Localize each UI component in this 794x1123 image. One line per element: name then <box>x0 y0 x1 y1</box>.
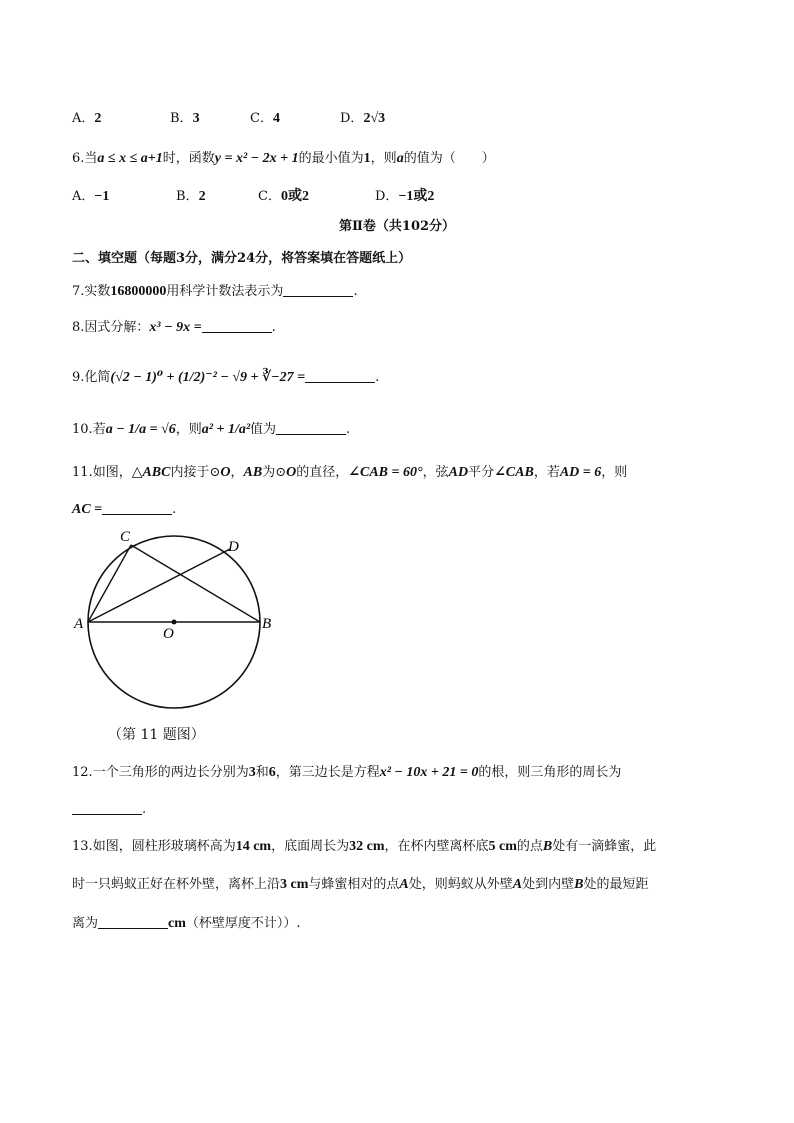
answer-blank[interactable] <box>283 282 353 297</box>
question-11: 11.如图，△ABC内接于⊙O，AB为⊙O的直径，∠CAB = 60°，弦AD平分∠CAB，若AD = 6，则 <box>72 465 628 480</box>
label-d: D <box>228 539 239 555</box>
answer-blank[interactable] <box>102 500 172 515</box>
answer-blank[interactable] <box>276 420 346 435</box>
chord-cb <box>131 545 260 622</box>
q6-option-b: B．2 <box>176 189 206 204</box>
answer-blank[interactable] <box>72 800 142 815</box>
question-11-cont: AC = . <box>72 502 177 517</box>
chord-ad <box>88 549 230 622</box>
q5-option-c: C．4 <box>250 111 280 126</box>
part2-title: 第Ⅱ卷（共102分） <box>338 219 456 234</box>
q5-option-a: A．2 <box>72 111 102 126</box>
answer-blank[interactable] <box>305 368 375 383</box>
q6-option-a: A．−1 <box>72 189 110 204</box>
question-9: 9.化简(√2 − 1)⁰ + (1/2)⁻² − √9 + ∛−27 = . <box>72 370 380 385</box>
label-a: A <box>74 616 84 632</box>
center-point <box>172 620 177 625</box>
figure-caption: （第 11 题图） <box>108 727 205 743</box>
question-6: 6.当a ≤ x ≤ a+1时，函数y = x² − 2x + 1的最小值为1，则a的值为（ ） <box>72 151 495 166</box>
q5-option-b: B．3 <box>170 111 200 126</box>
q6-option-d: D．−1或2 <box>375 189 435 204</box>
circle-figure <box>70 525 280 715</box>
question-8: 8.因式分解：x³ − 9x = . <box>72 320 276 335</box>
label-o: O <box>163 626 174 642</box>
question-13: 13.如图，圆柱形玻璃杯高为14 cm，底面周长为32 cm，在杯内壁离杯底5 cm的点B处有一滴蜂蜜，此 <box>72 839 657 854</box>
question-12-cont: . <box>72 800 146 819</box>
section-2-heading: 二、填空题（每题3分，满分24分，将答案填在答题纸上） <box>72 251 412 266</box>
answer-blank[interactable] <box>202 318 272 333</box>
q6-option-c: C．0或2 <box>258 189 309 204</box>
answer-blank[interactable] <box>98 914 168 929</box>
question-13-line2: 时一只蚂蚁正好在杯外壁，离杯上沿3 cm与蜂蜜相对的点A处，则蚂蚁从外壁A处到内壁B处的最短距 <box>72 877 649 892</box>
q5-option-d: D．2√3 <box>340 111 386 126</box>
question-12: 12.一个三角形的两边长分别为3和6，第三边长是方程x² − 10x + 21 = 0的根，则三角形的周长为 <box>72 765 622 780</box>
label-c: C <box>120 529 131 545</box>
question-13-line3: 离为 cm（杯壁厚度不计））. <box>72 916 301 931</box>
label-b: B <box>262 616 272 632</box>
question-7: 7.实数16800000用科学计数法表示为 . <box>72 284 358 299</box>
question-10: 10.若a − 1/a = √6，则a² + 1/a²值为 . <box>72 422 351 437</box>
